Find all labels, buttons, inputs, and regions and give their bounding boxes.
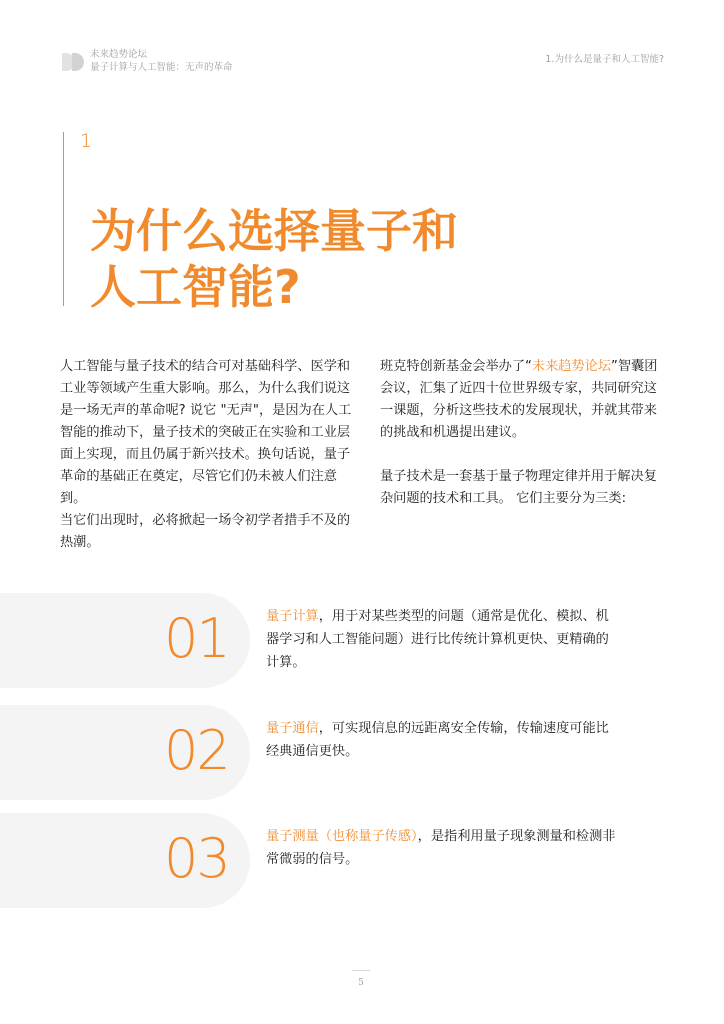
chapter-title-line2: 人工智能?	[90, 260, 301, 314]
page-number-divider	[352, 970, 370, 971]
item-description	[266, 717, 622, 763]
chapter-accent-line	[63, 132, 64, 306]
item-body: ，是指利用量子现象测量和检测非常微弱的信号。	[266, 829, 616, 867]
intro-left-paragraph-1: 人工智能与量子技术的结合可对基础科学、医学和工业等领域产生重大影响。那么，为什么我们说这是一场无声的革命呢? 说它 "无声"，是因为在人工智能的推动下，量子技术的突破正在实验和工业层面上实现，而且仍属于新兴技术。换句话说，量子革命的基础正在奠定，尽管它们仍未被人们注意到。	[60, 359, 352, 506]
double-d-logo-icon	[62, 52, 84, 72]
item-title: 量子计算	[266, 609, 319, 624]
chapter-title-line1: 为什么选择量子和	[90, 204, 458, 258]
item-title: 量子通信	[266, 721, 319, 736]
header-report-title: 量子计算与人工智能：无声的革命	[90, 62, 233, 73]
item-description	[266, 825, 622, 871]
item-number: 02	[164, 719, 229, 782]
header-section-ref: 1.为什么是量子和人工智能?	[545, 54, 664, 65]
intro-left-column	[60, 356, 352, 554]
item-body: ，可实现信息的远距离安全传输，传输速度可能比经典通信更快。	[266, 721, 609, 759]
item-number: 01	[164, 607, 229, 670]
header-forum-name: 未来趋势论坛	[90, 49, 148, 60]
intro-left-paragraph-2: 当它们出现时，必将掀起一场令初学者措手不及的热潮。	[60, 513, 351, 550]
item-title: 量子测量（也称量子传感）	[266, 829, 418, 844]
intro-right-column	[380, 356, 666, 510]
item-body: ，用于对某些类型的问题（通常是优化、模拟、机器学习和人工智能问题）进行比传统计算机更快、更精确的计算。	[266, 609, 609, 670]
intro-right-paragraph-1	[380, 356, 666, 444]
chapter-title	[90, 203, 520, 315]
item-number: 03	[164, 827, 229, 890]
item-description	[266, 605, 622, 674]
header-report-info	[90, 48, 233, 74]
chapter-number: 1	[80, 130, 93, 152]
intro-right-paragraph-2: 量子技术是一套基于量子物理定律并用于解决复杂问题的技术和工具。 它们主要分为三类:	[380, 469, 657, 506]
forum-name-highlight: 未来趋势论坛	[531, 359, 612, 374]
page-number: 5	[358, 978, 364, 988]
intro-text-after-highlight: ”智囊团会议，汇集了近四十位世界级专家，共同研究这一课题，分析这些技术的发展现状，并就其带来的挑战和机遇提出建议。	[380, 359, 658, 440]
intro-text-before-highlight: 班克特创新基金会举办了“	[380, 359, 532, 374]
